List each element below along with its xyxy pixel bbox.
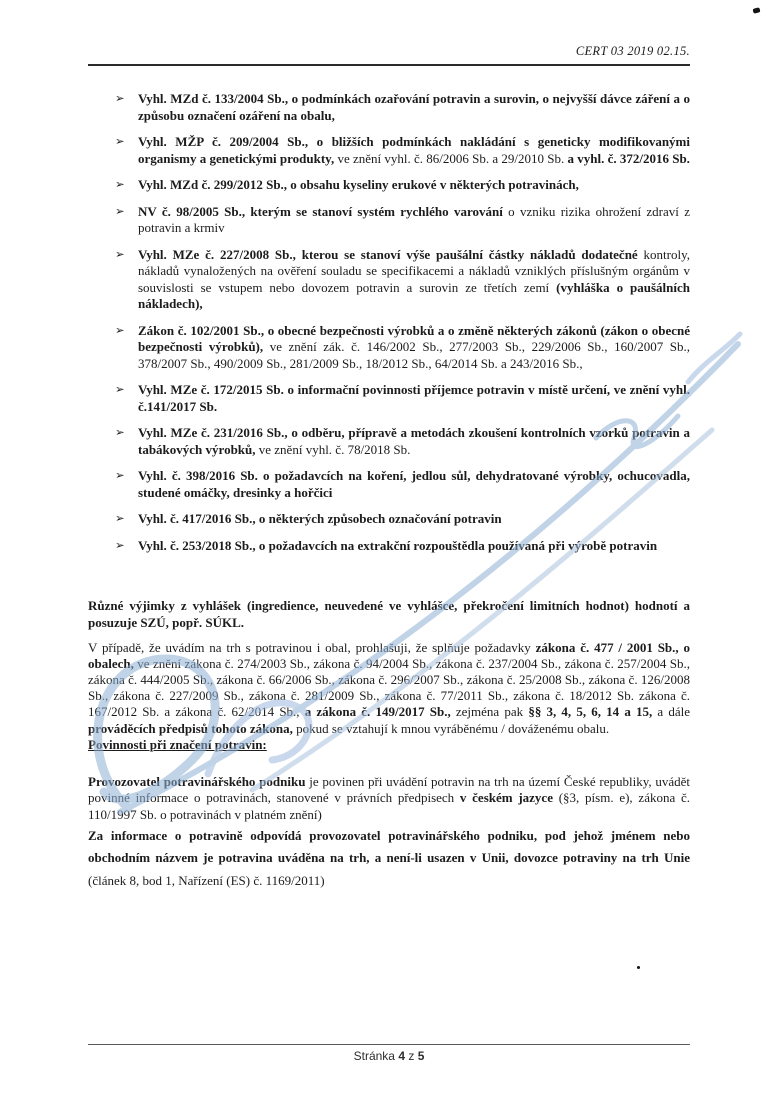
arrow-bullet-icon: ➢ <box>115 205 125 218</box>
decree-list <box>115 91 690 554</box>
text-segment: Stránka <box>353 1049 399 1063</box>
decree-item <box>115 511 690 528</box>
decree-text <box>138 247 690 312</box>
text-segment: zákona č. 477 / 2001 Sb., o obalech, <box>88 640 690 672</box>
arrow-bullet-icon: ➢ <box>115 384 125 396</box>
text-segment: Vyhl. č. 253/2018 Sb., o požadavcích na extrakční rozpouštědla používaná při výrobě potravin <box>138 537 658 553</box>
responsibility <box>88 825 690 892</box>
document-code: CERT 03 2019 02.15. <box>575 44 690 58</box>
text-segment: §§ 3, 4, 5, 6, 14 a 15, <box>528 704 653 720</box>
text-segment: Vyhl. MZe č. 227/2008 Sb., kterou se stanoví výše paušální částky nákladů dodatečné <box>138 246 638 262</box>
text-segment: Vyhl. č. 417/2016 Sb., o některých způsobech označování potravin <box>138 511 502 526</box>
page-number <box>354 1049 425 1063</box>
decree-item <box>115 91 690 124</box>
text-segment: o vzniku rizika ohrožení zdraví z potravin a krmiv <box>138 203 690 235</box>
decree-item <box>115 134 690 167</box>
text-segment: a vyhl. č. 372/2016 Sb. <box>567 150 690 166</box>
decree-text <box>138 177 579 192</box>
decree-item <box>115 247 690 313</box>
text-segment: Vyhl. MZd č. 133/2004 Sb., o podmínkách ozařování potravin a surovin, o nejvyšší dávce záření a o způsobu označení ozáření na obalu, <box>138 91 690 123</box>
text-segment: 5 <box>417 1049 425 1063</box>
text-segment: (článek 8, bod 1, Nařízení (ES) č. 1169/2011) <box>88 872 325 888</box>
text-segment: (§3, písm. e), zákona č. 110/1997 Sb. o potravinách v platném znění) <box>88 790 690 822</box>
text-segment: z <box>405 1049 418 1063</box>
arrow-bullet-icon: ➢ <box>115 136 125 148</box>
text-segment: ve znění vyhl. č. 78/2018 Sb. <box>255 441 411 457</box>
decree-text <box>138 134 690 166</box>
document-footer <box>88 1044 690 1063</box>
labeling-duty <box>88 774 690 824</box>
text-segment: (vyhláška o paušálních nákladech), <box>138 279 691 311</box>
decree-item <box>115 538 690 555</box>
decree-item <box>115 177 690 194</box>
text-segment: Vyhl. MZd č. 299/2012 Sb., o obsahu kyseliny erukové v některých potravinách, <box>138 177 579 192</box>
text-segment: V případě, že uvádím na trh s potravinou i obal, prohlašuji, že splňuje požadavky <box>88 640 536 655</box>
text-segment: Různé výjimky z vyhlášek (ingredience, neuvedené ve vyhlášce, překročení limitních hodnot) hodnotí a posuzuje SZÚ, popř. SÚKL. <box>88 598 690 630</box>
decree-text <box>138 382 690 414</box>
text-segment: ve znění vyhl. č. 86/2006 Sb. a 29/2010 Sb. <box>334 150 568 166</box>
arrow-bullet-icon: ➢ <box>115 539 125 552</box>
scan-artifact-dot <box>637 966 640 969</box>
text-segment: Vyhl. MŽP č. 209/2004 Sb., o bližších podmínkách nakládání s geneticky modifikovanými organismy a genetickými produkty, <box>138 134 690 166</box>
body-paragraphs <box>88 598 690 892</box>
text-segment: 4 <box>398 1049 406 1063</box>
labeling-heading <box>88 737 690 754</box>
text-segment: v českém jazyce <box>459 790 553 806</box>
decree-item <box>115 468 690 501</box>
decree-item <box>115 204 690 237</box>
text-segment: Vyhl. MZe č. 172/2015 Sb. o informační povinnosti příjemce potravin v místě určení, ve znění vyhl. č.141/2017 Sb. <box>138 382 690 414</box>
arrow-bullet-icon: ➢ <box>115 427 125 439</box>
text-segment: ve znění zákona č. 274/2003 Sb., zákona č. 94/2004 Sb., zákona č. 237/2004 Sb., zákona č. 257/2004 Sb., zákona č. 444/2005 Sb., zákona č. 66/2006 Sb., zákona č. 296/2007 Sb., zákona č. 25/2008 Sb., zákona č. 126/2008 Sb., zákona č. 227/2009 Sb., zákona č. 281/2009 Sb., zákona č. 77/2011 Sb., zákona č. 18/2012 Sb. zákona č. 167/2012 Sb. a zákona č. 62/2014 Sb., <box>88 656 690 720</box>
text-segment: Vyhl. č. 398/2016 Sb. o požadavcích na koření, jedlou sůl, dehydratované výrobky, ochucovadla, studené omáčky, dresinky a hořčici <box>138 468 690 500</box>
decree-item <box>115 382 690 415</box>
decree-item <box>115 425 690 458</box>
text-segment: kontroly, nákladů vynaložených na ověření souladu se specifikacemi a nákladů vzniklých příslušným orgánům v souvislosti se vstupem nebo dovozem potravin a surovin ze třetích zemí <box>138 246 690 295</box>
decree-text <box>138 511 502 526</box>
text-segment: ve znění zák. č. 146/2002 Sb., 277/2003 Sb., 229/2006 Sb., 160/2007 Sb., 378/2007 Sb., 490/2009 Sb., 281/2009 Sb., 18/2012 Sb., 64/2014 Sb. a 243/2016 Sb., <box>138 339 690 371</box>
text-segment: pokud se vztahují k mnou vyráběnému / dováženému obalu. <box>292 720 610 736</box>
text-segment: Provozovatel potravinářského podniku <box>88 773 306 789</box>
packaging-declaration <box>88 640 690 737</box>
decree-text <box>138 468 690 500</box>
decree-text <box>138 425 690 457</box>
decree-item <box>115 323 690 373</box>
arrow-bullet-icon: ➢ <box>115 93 125 105</box>
decree-text <box>138 204 690 236</box>
text-segment: a dále <box>652 704 691 720</box>
text-segment: a zákona č. 149/2017 Sb., <box>304 704 451 720</box>
decree-text <box>138 323 690 371</box>
text-segment: NV č. 98/2005 Sb., kterým se stanoví systém rychlého varování <box>138 203 503 219</box>
text-segment: Vyhl. MZe č. 231/2016 Sb., o odběru, přípravě a metodách zkoušení kontrolních vzorků potravin a tabákových výrobků, <box>138 425 690 457</box>
text-segment: prováděcích předpisů tohoto zákona, <box>88 720 293 736</box>
arrow-bullet-icon: ➢ <box>115 513 125 525</box>
exceptions-note <box>88 598 690 631</box>
text-segment: Povinnosti při značení potravin: <box>88 736 267 752</box>
text-segment: Zákon č. 102/2001 Sb., o obecné bezpečnosti výrobků a o změně některých zákonů (zákon o obecné bezpečnosti výrobků), <box>138 322 690 354</box>
decree-text <box>138 538 657 553</box>
text-segment: je povinen při uvádění potravin na trh na území České republiky, uvádět povinné informace o potravinách, stanovené v právních předpisech <box>88 773 691 806</box>
decree-text <box>138 91 690 123</box>
arrow-bullet-icon: ➢ <box>115 179 125 191</box>
document-header <box>88 44 690 66</box>
arrow-bullet-icon: ➢ <box>115 248 125 261</box>
text-segment: zejména pak <box>450 704 529 720</box>
arrow-bullet-icon: ➢ <box>115 470 125 482</box>
arrow-bullet-icon: ➢ <box>115 324 125 337</box>
text-segment: Za informace o potravině odpovídá provozovatel potravinářského podniku, pod jehož jménem nebo obchodním názvem je potravina uváděna na trh, a není-li usazen v Unii, dovozce potraviny na trh Unie <box>88 828 690 866</box>
